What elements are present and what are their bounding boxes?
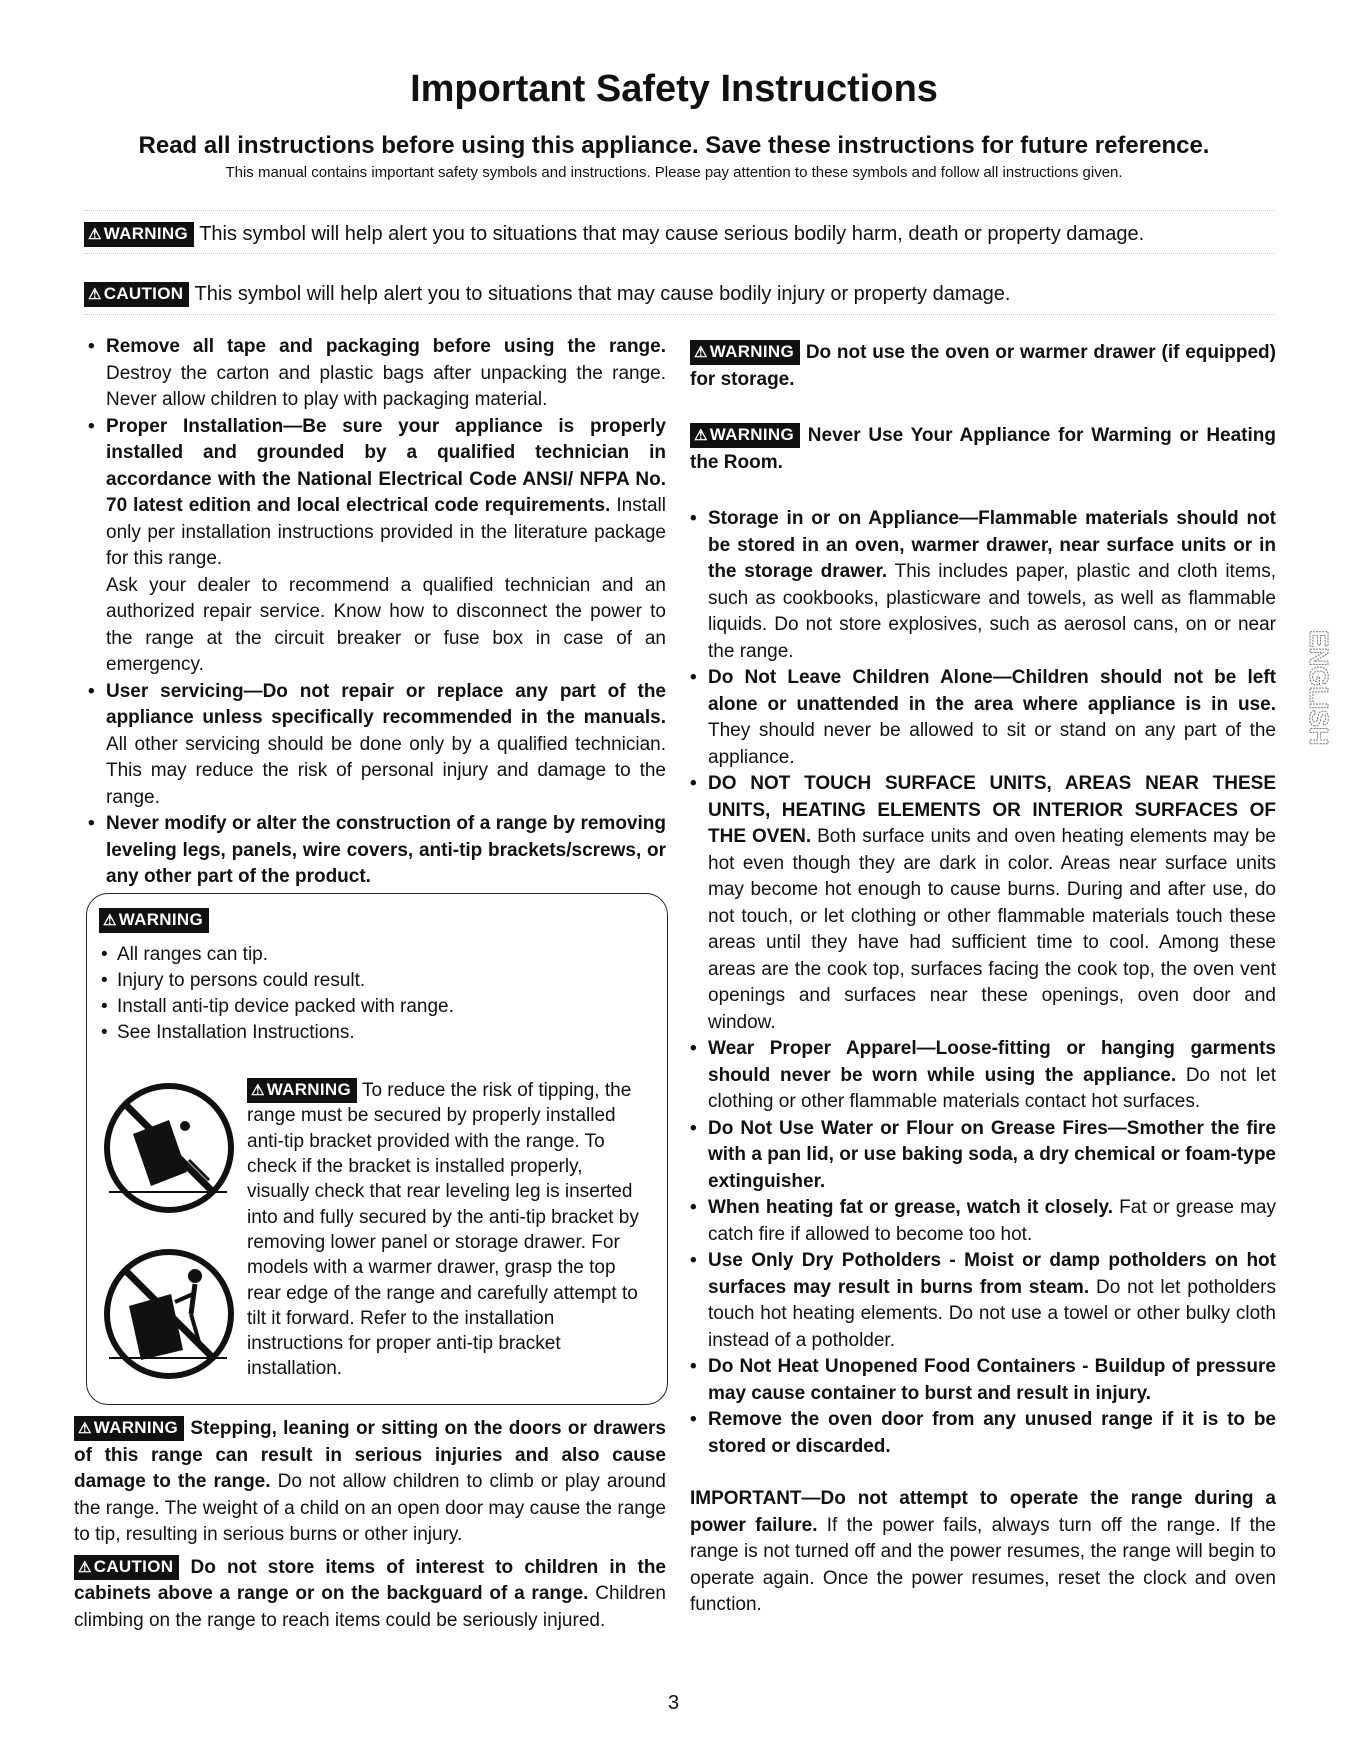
language-side-tab xyxy=(1290,628,1334,776)
page-number: 3 xyxy=(668,1692,680,1714)
paragraph: ⚠ CAUTION Do not store items of interest to children in the cabinets above a range or on the backguard of a range. Children climbing on the range to reach items could be seriously injured. xyxy=(74,1556,666,1631)
list-item: • Storage in or on Appliance—Flammable materials should not be stored in an oven, warmer drawer, near surface units or in the storage drawer. This includes paper, plastic and cloth items, such as cookbooks, plasticware and towels, as well as flammable liquids. Do not store explosives, such as aerosol cans, on or near the range. xyxy=(690,508,1276,662)
list-item: • Use Only Dry Potholders - Moist or damp potholders on hot surfaces may result in burns from steam. Do not let potholders touch hot heating elements. Do not use a towel or other bulky cloth instead of a potholder. xyxy=(690,1250,1277,1351)
caution-badge: ⚠ CAUTION xyxy=(84,282,189,307)
list-item: • Do Not Use Water or Flour on Grease Fires—Smother the fire with a pan lid, or use baking soda, a dry chemical or foam-type extinguisher. xyxy=(690,1117,1276,1192)
child-on-door-icon xyxy=(99,1246,241,1384)
left-column-bottom xyxy=(74,1416,666,1634)
list-item: • User servicing—Do not repair or replace any part of the appliance unless specifically recommended in the manuals. All other servicing should be done only by a qualified technician. This may reduce the risk of personal injury and damage to the range. xyxy=(88,680,666,808)
list-item: • When heating fat or grease, watch it closely. Fat or grease may catch fire if allowed to become too hot. xyxy=(690,1197,1276,1245)
dotted-divider xyxy=(84,210,1274,211)
list-item: • Do Not Leave Children Alone—Children should not be left alone or unattended in the area where appliance is in use. They should never be allowed to sit or stand on any part of the appliance. xyxy=(690,667,1276,768)
warning-badge: ⚠ WARNING xyxy=(99,908,209,933)
paragraph: ⚠ WARNING Stepping, leaning or sitting on the doors or drawers of this range can result in serious injuries and also cause damage to the range. Do not allow children to climb or play around the range. The weight of a child on an open door may cause the range to tip, resulting in serious burns or other injury. xyxy=(74,1418,666,1545)
alert-triangle-icon: ⚠ xyxy=(88,286,102,303)
caution-symbol-text: This symbol will help alert you to situations that may cause bodily injury or property damage. xyxy=(194,282,1011,305)
range-tipping-icon xyxy=(99,1080,241,1218)
side-tab-label: ENGLISH xyxy=(1304,630,1334,746)
list-item: • Remove all tape and packaging before using the range. Destroy the carton and plastic bags after unpacking the range. Never allow children to play with packaging material. xyxy=(88,336,666,410)
alert-triangle-icon: ⚠ xyxy=(694,427,708,445)
left-column xyxy=(88,334,666,891)
list-item: • Install anti-tip device packed with range. xyxy=(99,994,655,1020)
list-item: • Proper Installation—Be sure your appliance is properly installed and grounded by a qualified technician in accordance with the National Electrical Code ANSI/ NFPA No. 70 latest edition and local electrical code requirements. Install only per installation instructions provided in the literature package for this range. xyxy=(88,415,666,569)
page-subtitle: Read all instructions before using this appliance. Save these instructions for future reference. xyxy=(138,132,1210,159)
list-item: • Wear Proper Apparel—Loose-fitting or hanging garments should never be worn while using the appliance. Do not let clothing or other flammable materials contact hot surfaces. xyxy=(690,1038,1277,1112)
alert-triangle-icon: ⚠ xyxy=(694,344,708,362)
paragraph: ⚠ WARNING Never Use Your Appliance for Warming or Heating the Room. xyxy=(690,425,1276,473)
list-item: • All ranges can tip. xyxy=(99,942,655,968)
dotted-divider xyxy=(84,253,1274,254)
warning-badge: ⚠ WARNING xyxy=(74,1416,184,1441)
warning-symbol-text: This symbol will help alert you to situations that may cause serious bodily harm, death or property damage. xyxy=(199,222,1145,245)
list-item: • Do Not Heat Unopened Food Containers - Buildup of pressure may cause container to burst and result in injury. xyxy=(690,1356,1276,1404)
page-title: Important Safety Instructions xyxy=(410,68,938,110)
caution-badge: ⚠ CAUTION xyxy=(74,1555,179,1580)
important-note: IMPORTANT—Do not attempt to operate the range during a power failure. If the power fails, always turn off the range. If the range is not turned off and the power resumes, the range will begin to operate again. Once the power resumes, reset the clock and oven function. xyxy=(690,1488,1277,1615)
paragraph: Ask your dealer to recommend a qualified technician and an authorized repair service. Know how to disconnect the power to the range at the circuit breaker or fuse box in case of an emergency. xyxy=(106,574,666,675)
warning-badge: ⚠ WARNING xyxy=(247,1078,357,1103)
list-item: • Injury to persons could result. xyxy=(99,968,655,994)
caution-symbol-row xyxy=(84,282,1274,307)
warning-badge: ⚠ WARNING xyxy=(84,222,194,247)
warning-list xyxy=(99,942,655,1046)
warning-symbol-row xyxy=(84,222,1274,247)
intro-text: This manual contains important safety symbols and instructions. Please pay attention to these symbols and follow all instructions given. xyxy=(225,164,1123,181)
list-item: • DO NOT TOUCH SURFACE UNITS, AREAS NEAR THESE UNITS, HEATING ELEMENTS OR INTERIOR SURFACES OF THE OVEN. Both surface units and oven heating elements may be hot even though they are dark in color. Areas near surface units may become hot enough to cause burns. During and after use, do not touch, or let clothing or other flammable materials touch these areas until they have had sufficient time to cool. Among these areas are the cook top, surfaces facing the cook top, the oven vent openings and surfaces near these openings, oven door and window. xyxy=(690,773,1276,1033)
anti-tip-warning-box xyxy=(86,893,668,1405)
alert-triangle-icon: ⚠ xyxy=(103,912,117,930)
right-column xyxy=(690,340,1276,1619)
alert-triangle-icon: ⚠ xyxy=(251,1082,265,1100)
anti-tip-instructions: ⚠ WARNING To reduce the risk of tipping, the range must be secured by properly installed anti-tip bracket provided with the range. To check if the bracket is installed properly, visually check that rear leveling leg is inserted into and fully secured by the anti-tip bracket by removing lower panel or storage drawer. For models with a warmer drawer, grasp the top rear edge of the range and carefully attempt to tilt it forward. Refer to the installation instructions for proper anti-tip bracket installation. xyxy=(247,1080,639,1380)
list-item: • See Installation Instructions. xyxy=(99,1020,655,1046)
list-item: • Remove the oven door from any unused range if it is to be stored or discarded. xyxy=(690,1409,1276,1457)
list-item: • Never modify or alter the construction of a range by removing leveling legs, panels, wire covers, anti-tip brackets/screws, or any other part of the product. xyxy=(88,813,666,887)
alert-triangle-icon: ⚠ xyxy=(88,226,102,243)
warning-badge: ⚠ WARNING xyxy=(690,423,800,448)
warning-badge: ⚠ WARNING xyxy=(690,340,800,365)
alert-triangle-icon: ⚠ xyxy=(78,1420,92,1438)
dotted-divider xyxy=(84,314,1274,315)
paragraph: ⚠ WARNING Do not use the oven or warmer drawer (if equipped) for storage. xyxy=(690,342,1276,390)
alert-triangle-icon: ⚠ xyxy=(78,1558,92,1576)
